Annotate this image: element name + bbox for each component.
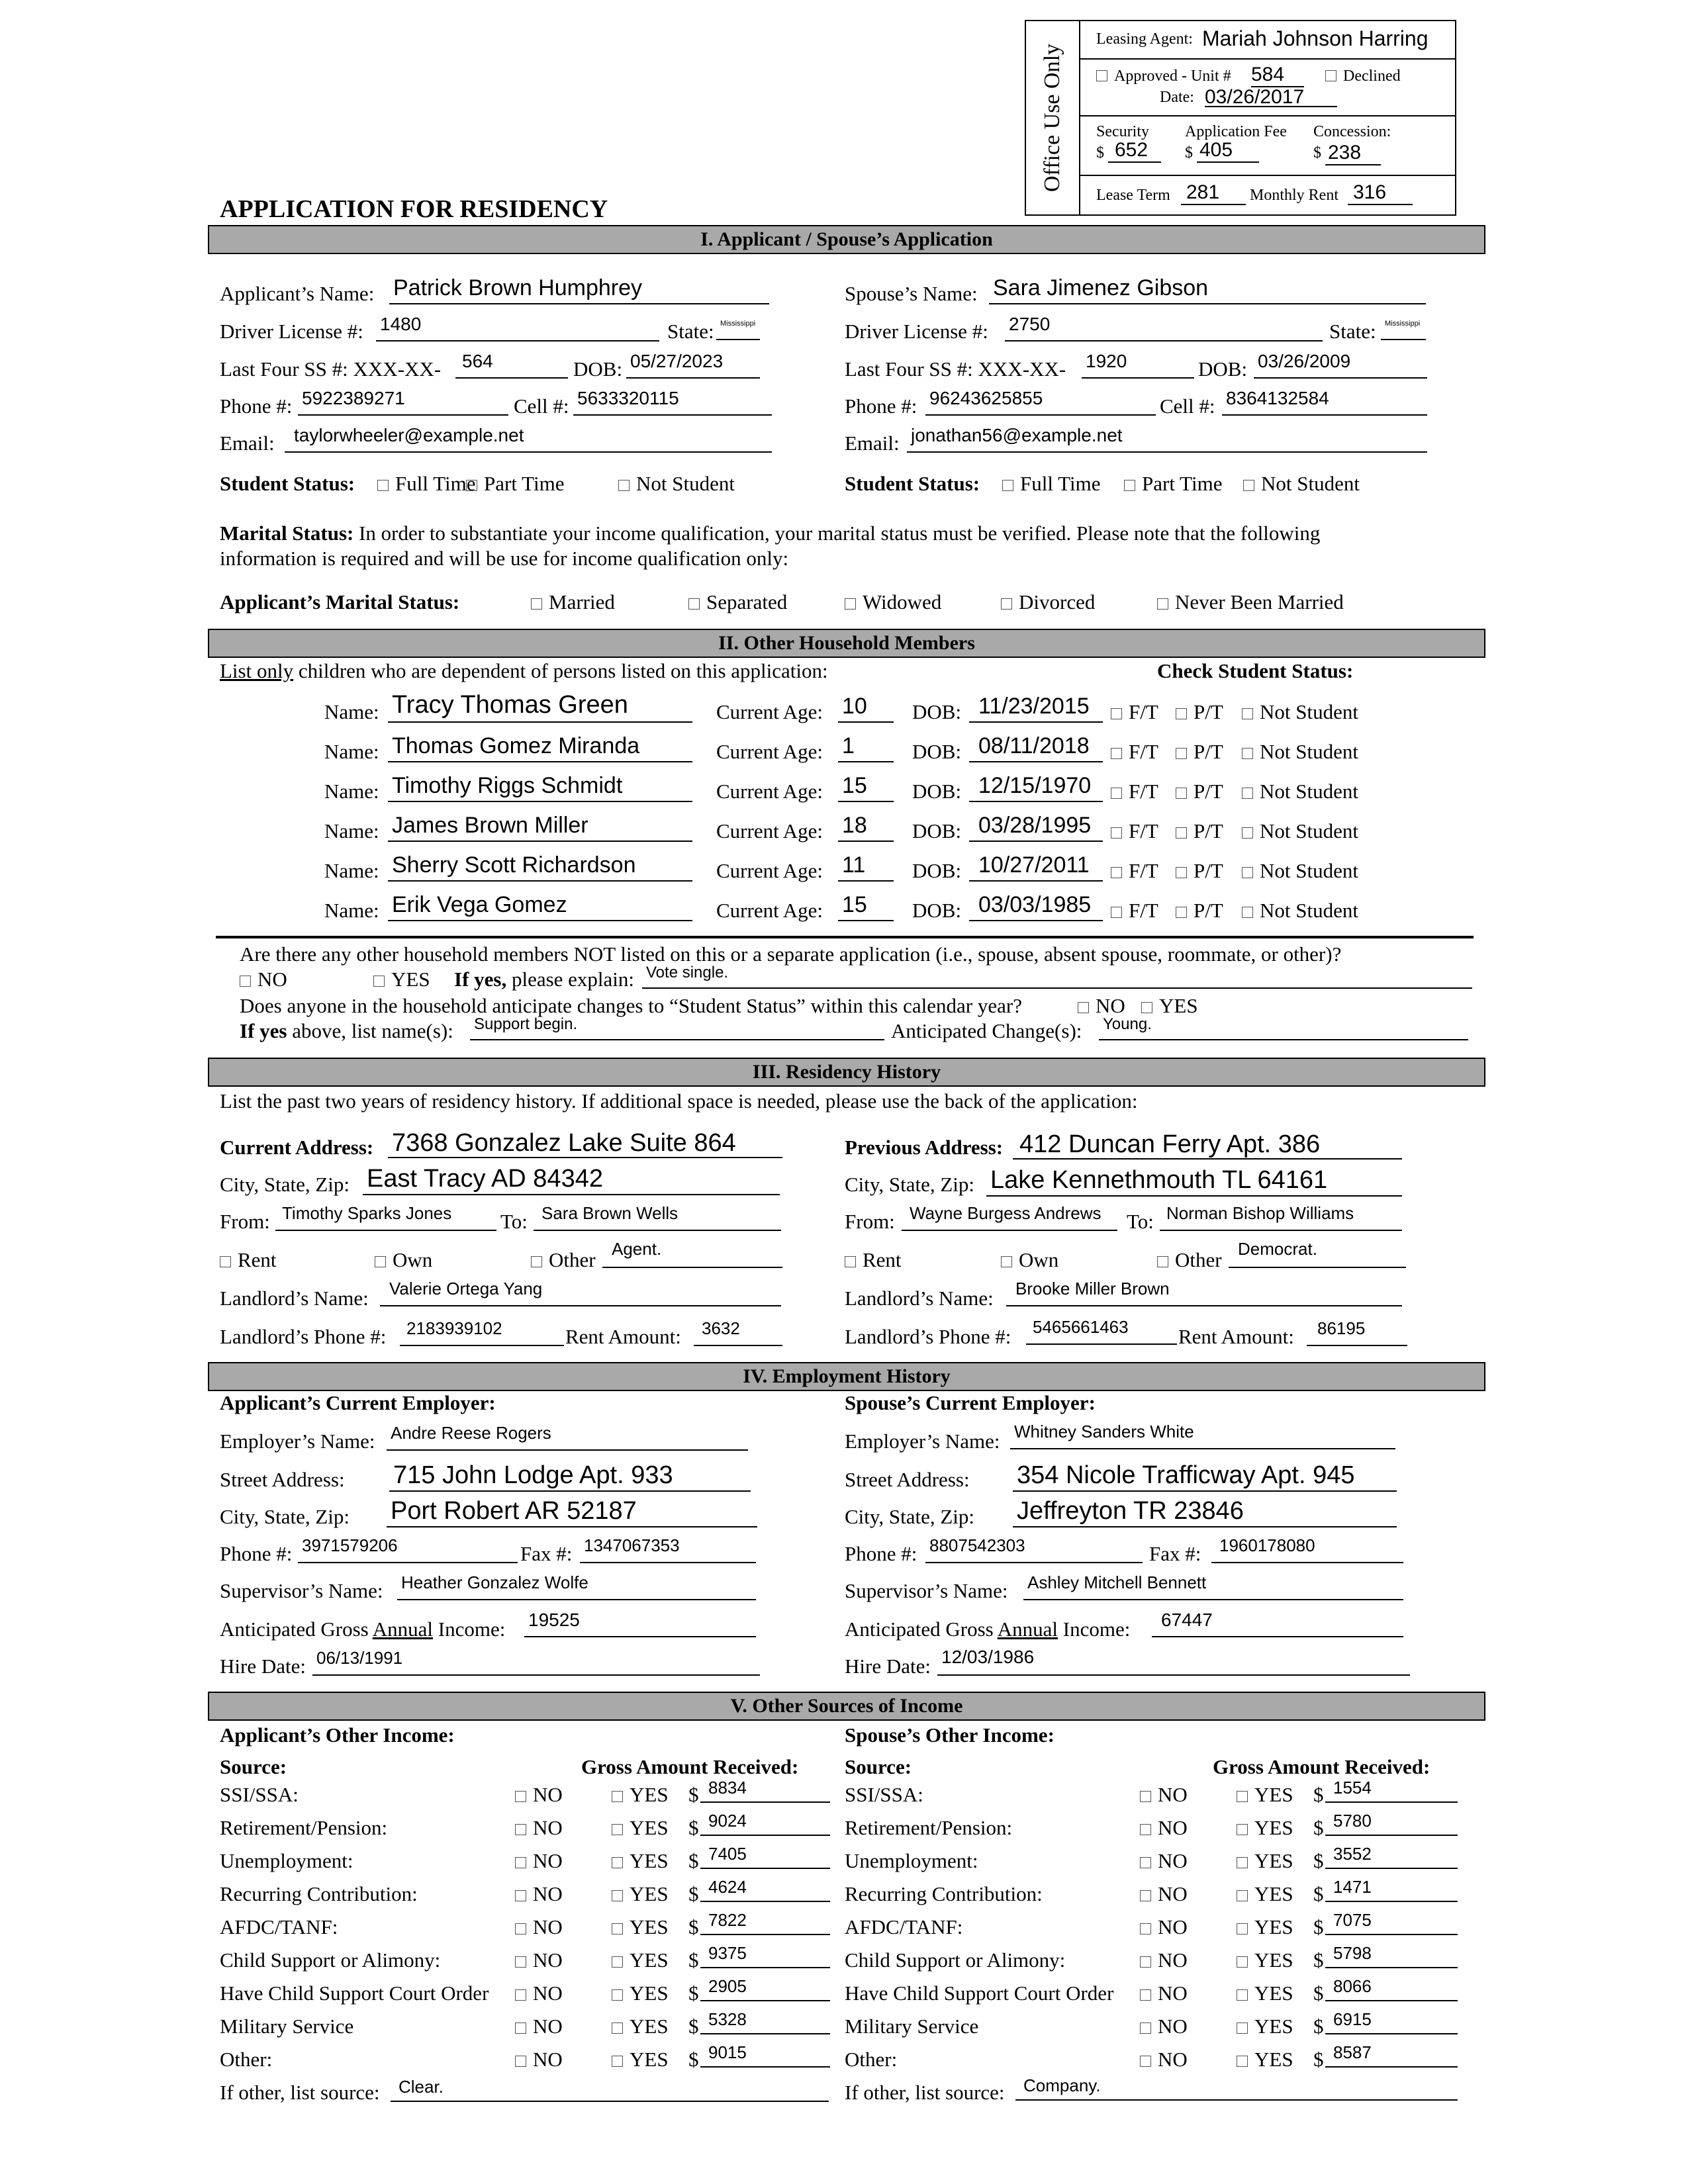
other-members-explain-field[interactable]: Vote single.	[642, 965, 1472, 989]
member-pt-checkbox[interactable]	[1176, 907, 1187, 918]
applicant-income-no-checkbox[interactable]	[515, 1824, 526, 1835]
member-name-field[interactable]: Tracy Thomas Green	[388, 692, 692, 723]
current-from-field[interactable]: Timothy Sparks Jones	[275, 1205, 496, 1231]
spouse-employer-phone-field[interactable]: 8807542303	[925, 1537, 1143, 1563]
approval-row: Approved - Unit # 584 Declined Date: 03/26/2017	[1079, 58, 1455, 116]
current-landlord-field[interactable]: Valerie Ortega Yang	[380, 1280, 781, 1306]
applicant-income-no-checkbox[interactable]	[515, 1923, 526, 1934]
income-source-label: Other:	[845, 2048, 898, 2071]
member-ft-checkbox[interactable]	[1111, 907, 1122, 918]
current-address-field[interactable]: 7368 Gonzalez Lake Suite 864	[388, 1130, 782, 1158]
spouse-notstudent-checkbox[interactable]	[1243, 480, 1254, 491]
applicant-employer-street-field[interactable]: 715 John Lodge Apt. 933	[389, 1463, 751, 1492]
applicant-income-no-checkbox[interactable]	[515, 1890, 526, 1901]
dollar-sign: $	[688, 1783, 699, 1806]
never-married-checkbox[interactable]	[1157, 598, 1168, 610]
spouse-income-no-checkbox[interactable]	[1140, 1824, 1151, 1835]
current-landlord-phone-field[interactable]: 2183939102	[400, 1320, 564, 1346]
section-3-header: III. Residency History	[208, 1058, 1485, 1087]
applicant-income-no-checkbox[interactable]	[515, 1989, 526, 2001]
applicant-state-field[interactable]: Mississippi	[716, 320, 760, 340]
spouse-cell-field[interactable]: 8364132584	[1222, 389, 1427, 416]
student-change-names-field[interactable]: Support begin.	[470, 1017, 884, 1040]
applicant-income-yes-checkbox[interactable]	[612, 2023, 623, 2034]
income-source-label: Unemployment:	[845, 1849, 978, 1872]
spouse-income-amount-field[interactable]: 3552	[1325, 1845, 1458, 1869]
applicant-notstudent-checkbox[interactable]	[618, 480, 630, 491]
dollar-sign: $	[688, 2048, 699, 2071]
spouse-income-yes-checkbox[interactable]	[1237, 1923, 1248, 1934]
applicant-employer-city-field[interactable]: Port Robert AR 52187	[387, 1498, 757, 1527]
spouse-hire-date-field[interactable]: 12/03/1986	[937, 1648, 1410, 1676]
member-ft-checkbox[interactable]	[1111, 788, 1122, 799]
dollar-sign: $	[1313, 1981, 1324, 2005]
applicant-employer-name-field[interactable]: Andre Reese Rogers	[387, 1424, 748, 1451]
approval-date-field[interactable]: 03/26/2017	[1205, 86, 1337, 107]
applicant-income-yes-checkbox[interactable]	[612, 1890, 623, 1901]
household-divider	[216, 936, 1474, 938]
income-source-label: Retirement/Pension:	[845, 1816, 1013, 1839]
member-name-field[interactable]: Erik Vega Gomez	[388, 893, 692, 921]
other-members-yes-checkbox[interactable]	[373, 976, 385, 987]
spouse-income-no-checkbox[interactable]	[1140, 1857, 1151, 1868]
member-notstudent-checkbox[interactable]	[1242, 907, 1253, 918]
dollar-sign: $	[1313, 1882, 1324, 1905]
spouse-other-source-field[interactable]: Company.	[1015, 2077, 1458, 2101]
leasing-agent-field[interactable]: Mariah Johnson Harring	[1202, 26, 1429, 50]
previous-rent-checkbox[interactable]	[845, 1256, 856, 1267]
declined-checkbox[interactable]	[1325, 70, 1336, 81]
income-source-label: Child Support or Alimony:	[845, 1948, 1066, 1972]
applicant-income-yes-checkbox[interactable]	[612, 1824, 623, 1835]
member-name-field[interactable]: Timothy Riggs Schmidt	[388, 774, 692, 802]
applicant-income-field[interactable]: 19525	[524, 1611, 756, 1637]
income-source-label: Other:	[220, 2048, 273, 2071]
spouse-income-amount-field[interactable]: 8066	[1325, 1978, 1458, 2001]
income-source-label: Unemployment:	[220, 1849, 353, 1872]
spouse-fulltime-checkbox[interactable]	[1002, 480, 1013, 491]
spouse-income-no-checkbox[interactable]	[1140, 2023, 1151, 2034]
applicant-cell-field[interactable]: 5633320115	[573, 389, 772, 416]
previous-own-checkbox[interactable]	[1001, 1256, 1012, 1267]
member-notstudent-checkbox[interactable]	[1242, 708, 1253, 719]
spouse-parttime-checkbox[interactable]	[1124, 480, 1135, 491]
member-ft-checkbox[interactable]	[1111, 748, 1122, 759]
applicant-income-amount-field[interactable]: 2905	[700, 1978, 830, 2001]
spouse-income-no-checkbox[interactable]	[1140, 1890, 1151, 1901]
page-title: APPLICATION FOR RESIDENCY	[220, 195, 608, 223]
previous-rent-amount-field[interactable]: 86195	[1307, 1320, 1407, 1346]
income-source-label: Military Service	[845, 2015, 979, 2038]
applicant-income-yes-checkbox[interactable]	[612, 2056, 623, 2067]
member-dob-field[interactable]: 03/28/1995	[969, 814, 1103, 842]
spouse-income-yes-checkbox[interactable]	[1237, 1824, 1248, 1835]
dollar-sign: $	[1313, 2048, 1324, 2071]
dollar-sign: $	[688, 1816, 699, 1839]
office-use-title: Office Use Only	[1026, 21, 1080, 214]
applicant-employer-phone-field[interactable]: 3971579206	[298, 1537, 518, 1563]
income-source-label: Have Child Support Court Order	[220, 1981, 489, 2005]
applicant-phone-field[interactable]: 5922389271	[298, 389, 508, 416]
spouse-income-yes-checkbox[interactable]	[1237, 1857, 1248, 1868]
applicant-income-amount-field[interactable]: 9015	[700, 2044, 830, 2068]
lease-row: Lease Term 281 Monthly Rent 316	[1079, 175, 1455, 216]
member-name-field[interactable]: Sherry Scott Richardson	[388, 854, 692, 882]
spouse-employer-city-field[interactable]: Jeffreyton TR 23846	[1013, 1498, 1397, 1527]
applicant-income-yes-checkbox[interactable]	[612, 1791, 623, 1802]
income-source-label: Recurring Contribution:	[845, 1882, 1043, 1905]
anticipated-changes-field[interactable]: Young.	[1099, 1017, 1468, 1040]
dollar-sign: $	[1313, 2015, 1324, 2038]
previous-from-field[interactable]: Wayne Burgess Andrews	[902, 1205, 1117, 1231]
income-source-label: AFDC/TANF:	[845, 1915, 963, 1938]
unit-field[interactable]: 584	[1251, 64, 1304, 87]
spouse-state-field[interactable]: Mississippi	[1381, 320, 1426, 340]
spouse-income-yes-checkbox[interactable]	[1237, 1989, 1248, 2001]
dollar-sign: $	[1313, 1849, 1324, 1872]
dollar-sign: $	[688, 2015, 699, 2038]
previous-other-field[interactable]: Democrat.	[1229, 1240, 1406, 1268]
spouse-income-no-checkbox[interactable]	[1140, 2056, 1151, 2067]
section-4-header: IV. Employment History	[208, 1362, 1485, 1391]
lease-term-field[interactable]: 281	[1181, 181, 1246, 205]
widowed-checkbox[interactable]	[845, 598, 856, 610]
member-pt-checkbox[interactable]	[1176, 708, 1187, 719]
applicant-employer-fax-field[interactable]: 1347067353	[580, 1537, 756, 1563]
income-source-label: SSI/SSA:	[845, 1783, 923, 1806]
applicant-license-field[interactable]: 1480	[376, 315, 659, 341]
spouse-phone-field[interactable]: 96243625855	[925, 389, 1156, 416]
spouse-employer-fax-field[interactable]: 1960178080	[1211, 1537, 1403, 1563]
applicant-income-amount-field[interactable]: 5328	[700, 2011, 830, 2034]
previous-landlord-phone-field[interactable]: 5465661463	[1026, 1318, 1177, 1345]
applicant-income-no-checkbox[interactable]	[515, 2023, 526, 2034]
applicant-income-yes-checkbox[interactable]	[612, 1956, 623, 1968]
member-pt-checkbox[interactable]	[1176, 867, 1187, 878]
applicant-income-amount-field[interactable]: 9024	[700, 1812, 830, 1836]
member-notstudent-checkbox[interactable]	[1242, 748, 1253, 759]
income-source-label: Recurring Contribution:	[220, 1882, 418, 1905]
member-ft-checkbox[interactable]	[1111, 827, 1122, 839]
member-dob-field[interactable]: 03/03/1985	[969, 893, 1103, 921]
spouse-income-field[interactable]: 67447	[1152, 1611, 1403, 1637]
spouse-income-amount-field[interactable]: 5780	[1325, 1812, 1458, 1836]
applicant-name-field[interactable]: Patrick Brown Humphrey	[389, 277, 769, 304]
income-source-label: AFDC/TANF:	[220, 1915, 338, 1938]
member-notstudent-checkbox[interactable]	[1242, 788, 1253, 799]
member-name-field[interactable]: Thomas Gomez Miranda	[388, 735, 692, 762]
spouse-income-no-checkbox[interactable]	[1140, 1989, 1151, 2001]
spouse-supervisor-field[interactable]: Ashley Mitchell Bennett	[1023, 1574, 1403, 1600]
leasing-agent-row: Leasing Agent: Mariah Johnson Harring	[1079, 21, 1455, 60]
applicant-income-yes-checkbox[interactable]	[612, 1857, 623, 1868]
spouse-income-no-checkbox[interactable]	[1140, 1956, 1151, 1968]
spouse-income-yes-checkbox[interactable]	[1237, 1791, 1248, 1802]
spouse-income-yes-checkbox[interactable]	[1237, 2023, 1248, 2034]
spouse-employer-name-field[interactable]: Whitney Sanders White	[1010, 1423, 1395, 1449]
spouse-name-field[interactable]: Sara Jimenez Gibson	[989, 277, 1426, 304]
student-change-no-checkbox[interactable]	[1078, 1002, 1089, 1013]
applicant-income-amount-field[interactable]: 9375	[700, 1944, 830, 1968]
dollar-sign: $	[688, 1849, 699, 1872]
applicant-hire-date-field[interactable]: 06/13/1991	[312, 1649, 760, 1676]
applicant-income-amount-field[interactable]: 7405	[700, 1845, 830, 1869]
current-city-field[interactable]: East Tracy AD 84342	[363, 1166, 780, 1195]
spouse-income-yes-checkbox[interactable]	[1237, 1956, 1248, 1968]
member-pt-checkbox[interactable]	[1176, 748, 1187, 759]
income-source-label: Child Support or Alimony:	[220, 1948, 441, 1972]
member-ft-checkbox[interactable]	[1111, 867, 1122, 878]
spouse-license-field[interactable]: 2750	[1005, 315, 1323, 341]
income-source-label: Retirement/Pension:	[220, 1816, 388, 1839]
applicant-fulltime-checkbox[interactable]	[377, 480, 389, 491]
applicant-income-yes-checkbox[interactable]	[612, 1923, 623, 1934]
applicant-dob-field[interactable]: 05/27/2023	[626, 352, 760, 379]
applicant-email-field[interactable]: taylorwheeler@example.net	[285, 426, 772, 453]
spouse-income-amount-field[interactable]: 1554	[1325, 1779, 1458, 1803]
member-notstudent-checkbox[interactable]	[1242, 867, 1253, 878]
current-rent-amount-field[interactable]: 3632	[694, 1320, 782, 1346]
previous-landlord-field[interactable]: Brooke Miller Brown	[1006, 1280, 1402, 1306]
monthly-rent-field[interactable]: 316	[1348, 181, 1413, 205]
applicant-income-no-checkbox[interactable]	[515, 1857, 526, 1868]
previous-other-checkbox[interactable]	[1157, 1256, 1168, 1267]
current-own-checkbox[interactable]	[375, 1256, 386, 1267]
member-dob-field[interactable]: 11/23/2015	[969, 695, 1103, 723]
member-dob-field[interactable]: 10/27/2011	[969, 854, 1103, 882]
section-1-header: I. Applicant / Spouse’s Application	[208, 225, 1485, 254]
student-change-yes-checkbox[interactable]	[1141, 1002, 1152, 1013]
dollar-sign: $	[1313, 1948, 1324, 1972]
previous-to-field[interactable]: Norman Bishop Williams	[1160, 1205, 1402, 1231]
current-rent-checkbox[interactable]	[220, 1256, 231, 1267]
member-age-field[interactable]: 10	[838, 695, 894, 723]
section-2-header: II. Other Household Members	[208, 629, 1485, 658]
spouse-income-no-checkbox[interactable]	[1140, 1791, 1151, 1802]
member-dob-field[interactable]: 12/15/1970	[969, 774, 1103, 802]
spouse-income-no-checkbox[interactable]	[1140, 1923, 1151, 1934]
spouse-ssn-field[interactable]: 1920	[1082, 352, 1194, 379]
income-source-label: Military Service	[220, 2015, 354, 2038]
spouse-income-yes-checkbox[interactable]	[1237, 1890, 1248, 1901]
dollar-sign: $	[1313, 1816, 1324, 1839]
separated-checkbox[interactable]	[688, 598, 700, 610]
fees-row: Security $ 652 Application Fee $ 405 Concession: $ 238	[1079, 115, 1455, 176]
member-age-field[interactable]: 15	[838, 893, 894, 921]
spouse-income-amount-field[interactable]: 8587	[1325, 2044, 1458, 2068]
income-source-label: SSI/SSA:	[220, 1783, 299, 1806]
current-to-field[interactable]: Sara Brown Wells	[534, 1205, 781, 1231]
approved-checkbox[interactable]	[1096, 70, 1107, 81]
spouse-income-amount-field[interactable]: 7075	[1325, 1911, 1458, 1935]
dollar-sign: $	[1313, 1915, 1324, 1938]
member-age-field[interactable]: 15	[838, 774, 894, 802]
application-fee-field[interactable]: 405	[1197, 139, 1259, 163]
applicant-income-no-checkbox[interactable]	[515, 1956, 526, 1968]
concession-field[interactable]: 238	[1325, 142, 1381, 165]
spouse-email-field[interactable]: jonathan56@example.net	[907, 426, 1427, 453]
member-pt-checkbox[interactable]	[1176, 827, 1187, 839]
other-members-no-checkbox[interactable]	[240, 976, 251, 987]
applicant-supervisor-field[interactable]: Heather Gonzalez Wolfe	[397, 1574, 756, 1600]
income-source-label: Have Child Support Court Order	[845, 1981, 1114, 2005]
member-age-field[interactable]: 11	[838, 854, 894, 882]
applicant-other-source-field[interactable]: Clear.	[391, 2078, 829, 2102]
current-other-field[interactable]: Agent.	[602, 1240, 782, 1268]
member-age-field[interactable]: 1	[838, 735, 894, 762]
spouse-income-amount-field[interactable]: 5798	[1325, 1944, 1458, 1968]
applicant-ssn-field[interactable]: 564	[455, 352, 568, 379]
office-use-box	[1025, 20, 1456, 216]
spouse-income-yes-checkbox[interactable]	[1237, 2056, 1248, 2067]
applicant-income-amount-field[interactable]: 7822	[700, 1911, 830, 1935]
member-ft-checkbox[interactable]	[1111, 708, 1122, 719]
previous-city-field[interactable]: Lake Kennethmouth TL 64161	[986, 1167, 1402, 1197]
previous-address-field[interactable]: 412 Duncan Ferry Apt. 386	[1013, 1132, 1402, 1160]
security-field[interactable]: 652	[1108, 139, 1161, 163]
applicant-parttime-checkbox[interactable]	[466, 480, 477, 491]
dollar-sign: $	[1313, 1783, 1324, 1806]
applicant-income-yes-checkbox[interactable]	[612, 1989, 623, 2001]
dollar-sign: $	[688, 1981, 699, 2005]
member-name-field[interactable]: James Brown Miller	[388, 814, 692, 842]
section-5-header: V. Other Sources of Income	[208, 1692, 1485, 1721]
dollar-sign: $	[688, 1882, 699, 1905]
member-pt-checkbox[interactable]	[1176, 788, 1187, 799]
current-other-checkbox[interactable]	[531, 1256, 542, 1267]
spouse-income-amount-field[interactable]: 1471	[1325, 1878, 1458, 1902]
applicant-income-amount-field[interactable]: 8834	[700, 1779, 830, 1803]
applicant-income-amount-field[interactable]: 4624	[700, 1878, 830, 1902]
spouse-employer-street-field[interactable]: 354 Nicole Trafficway Apt. 945	[1013, 1463, 1397, 1492]
applicant-income-no-checkbox[interactable]	[515, 2056, 526, 2067]
spouse-income-amount-field[interactable]: 6915	[1325, 2011, 1458, 2034]
member-age-field[interactable]: 18	[838, 814, 894, 842]
divorced-checkbox[interactable]	[1001, 598, 1012, 610]
married-checkbox[interactable]	[531, 598, 542, 610]
member-dob-field[interactable]: 08/11/2018	[969, 735, 1103, 762]
dollar-sign: $	[688, 1948, 699, 1972]
dollar-sign: $	[688, 1915, 699, 1938]
member-notstudent-checkbox[interactable]	[1242, 827, 1253, 839]
spouse-dob-field[interactable]: 03/26/2009	[1254, 352, 1427, 379]
applicant-income-no-checkbox[interactable]	[515, 1791, 526, 1802]
